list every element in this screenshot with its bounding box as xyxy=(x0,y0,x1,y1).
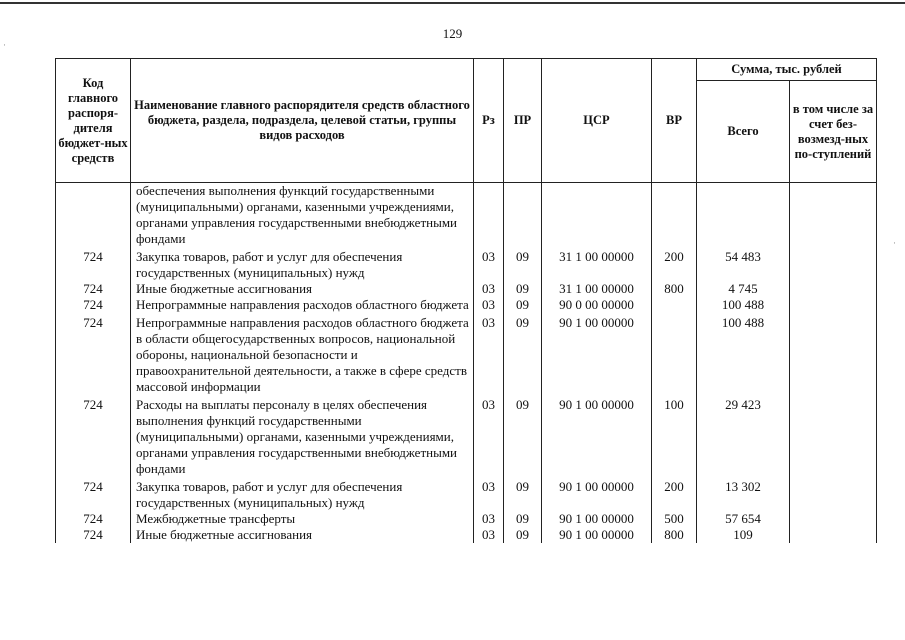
cell-total: 4 745 xyxy=(697,281,790,297)
cell-csr: 90 1 00 00000 xyxy=(542,511,652,527)
table-row xyxy=(56,183,877,248)
cell-vr: 100 xyxy=(652,395,697,477)
cell-pr: 09 xyxy=(504,527,542,543)
scan-speck: · xyxy=(893,238,896,248)
cell-code xyxy=(56,183,131,248)
cell-csr: 90 1 00 00000 xyxy=(542,527,652,543)
cell-name: Закупка товаров, работ и услуг для обеспечения государственных (муниципальных) нужд xyxy=(131,477,474,511)
cell-code: 724 xyxy=(56,281,131,297)
header-pr: ПР xyxy=(504,59,542,183)
cell-code: 724 xyxy=(56,297,131,313)
cell-name: Иные бюджетные ассигнования xyxy=(131,281,474,297)
cell-gratuitous xyxy=(790,477,877,511)
cell-code: 724 xyxy=(56,247,131,281)
cell-total: 29 423 xyxy=(697,395,790,477)
table-row xyxy=(56,281,877,297)
cell-csr: 90 1 00 00000 xyxy=(542,395,652,477)
table-row xyxy=(56,395,877,477)
header-csr: ЦСР xyxy=(542,59,652,183)
cell-rz: 03 xyxy=(474,511,504,527)
cell-rz: 03 xyxy=(474,477,504,511)
cell-total: 54 483 xyxy=(697,247,790,281)
cell-csr: 31 1 00 00000 xyxy=(542,247,652,281)
cell-name: обеспечения выполнения функций государственными (муниципальными) органами, казенными учреждениями, органами управления государственными внебюджетными фондами xyxy=(131,183,474,248)
cell-name: Непрограммные направления расходов областного бюджета xyxy=(131,297,474,313)
cell-pr: 09 xyxy=(504,395,542,477)
header-vr: ВР xyxy=(652,59,697,183)
table-body xyxy=(56,183,877,544)
cell-vr: 800 xyxy=(652,281,697,297)
cell-gratuitous xyxy=(790,527,877,543)
table-row xyxy=(56,527,877,543)
cell-name: Закупка товаров, работ и услуг для обеспечения государственных (муниципальных) нужд xyxy=(131,247,474,281)
cell-rz: 03 xyxy=(474,313,504,395)
cell-gratuitous xyxy=(790,183,877,248)
cell-code: 724 xyxy=(56,477,131,511)
cell-rz: 03 xyxy=(474,297,504,313)
cell-total: 109 xyxy=(697,527,790,543)
cell-rz: 03 xyxy=(474,281,504,297)
cell-name: Непрограммные направления расходов областного бюджета в области общегосударственных вопросов, национальной обороны, национальной безопасности и правоохранительной деятельности, а также в сфере средств массовой информации xyxy=(131,313,474,395)
top-rule xyxy=(0,2,905,4)
cell-pr: 09 xyxy=(504,313,542,395)
cell-pr: 09 xyxy=(504,511,542,527)
cell-vr: 200 xyxy=(652,477,697,511)
cell-name: Расходы на выплаты персоналу в целях обеспечения выполнения функций государственными (муниципальными) органами, казенными учреждениями, органами управления государственными внебюджетными фондами xyxy=(131,395,474,477)
cell-vr xyxy=(652,183,697,248)
cell-gratuitous xyxy=(790,511,877,527)
header-sum-group: Сумма, тыс. рублей xyxy=(697,59,877,81)
cell-pr: 09 xyxy=(504,247,542,281)
cell-rz xyxy=(474,183,504,248)
page-number: 129 xyxy=(442,26,463,41)
cell-gratuitous xyxy=(790,247,877,281)
cell-rz: 03 xyxy=(474,527,504,543)
cell-csr: 90 1 00 00000 xyxy=(542,313,652,395)
cell-code: 724 xyxy=(56,395,131,477)
cell-rz: 03 xyxy=(474,395,504,477)
header-total: Всего xyxy=(697,81,790,183)
header-gratuitous: в том числе за счет без-возмезд-ных по-ступлений xyxy=(790,81,877,183)
table-row xyxy=(56,313,877,395)
header-name: Наименование главного распорядителя средств областного бюджета, раздела, подраздела, целевой статьи, группы видов расходов xyxy=(131,59,474,183)
cell-rz: 03 xyxy=(474,247,504,281)
table-header xyxy=(56,59,877,183)
table-row xyxy=(56,511,877,527)
cell-total: 13 302 xyxy=(697,477,790,511)
budget-table xyxy=(55,58,877,543)
table-row xyxy=(56,247,877,281)
cell-code: 724 xyxy=(56,511,131,527)
cell-csr: 90 1 00 00000 xyxy=(542,477,652,511)
cell-pr: 09 xyxy=(504,281,542,297)
cell-total: 100 488 xyxy=(697,297,790,313)
header-code: Код главного распоря-дителя бюджет-ных средств xyxy=(56,59,131,183)
cell-vr: 200 xyxy=(652,247,697,281)
cell-pr: 09 xyxy=(504,297,542,313)
cell-total: 100 488 xyxy=(697,313,790,395)
cell-total xyxy=(697,183,790,248)
cell-vr xyxy=(652,313,697,395)
table-row xyxy=(56,297,877,313)
cell-code: 724 xyxy=(56,313,131,395)
table-row xyxy=(56,477,877,511)
cell-total: 57 654 xyxy=(697,511,790,527)
header-rz: Рз xyxy=(474,59,504,183)
cell-gratuitous xyxy=(790,395,877,477)
cell-gratuitous xyxy=(790,313,877,395)
cell-csr: 90 0 00 00000 xyxy=(542,297,652,313)
cell-pr xyxy=(504,183,542,248)
cell-gratuitous xyxy=(790,281,877,297)
scan-speck: · xyxy=(3,40,6,50)
cell-code: 724 xyxy=(56,527,131,543)
cell-csr xyxy=(542,183,652,248)
cell-csr: 31 1 00 00000 xyxy=(542,281,652,297)
cell-gratuitous xyxy=(790,297,877,313)
cell-vr xyxy=(652,297,697,313)
cell-name: Иные бюджетные ассигнования xyxy=(131,527,474,543)
cell-pr: 09 xyxy=(504,477,542,511)
cell-vr: 800 xyxy=(652,527,697,543)
cell-name: Межбюджетные трансферты xyxy=(131,511,474,527)
cell-vr: 500 xyxy=(652,511,697,527)
